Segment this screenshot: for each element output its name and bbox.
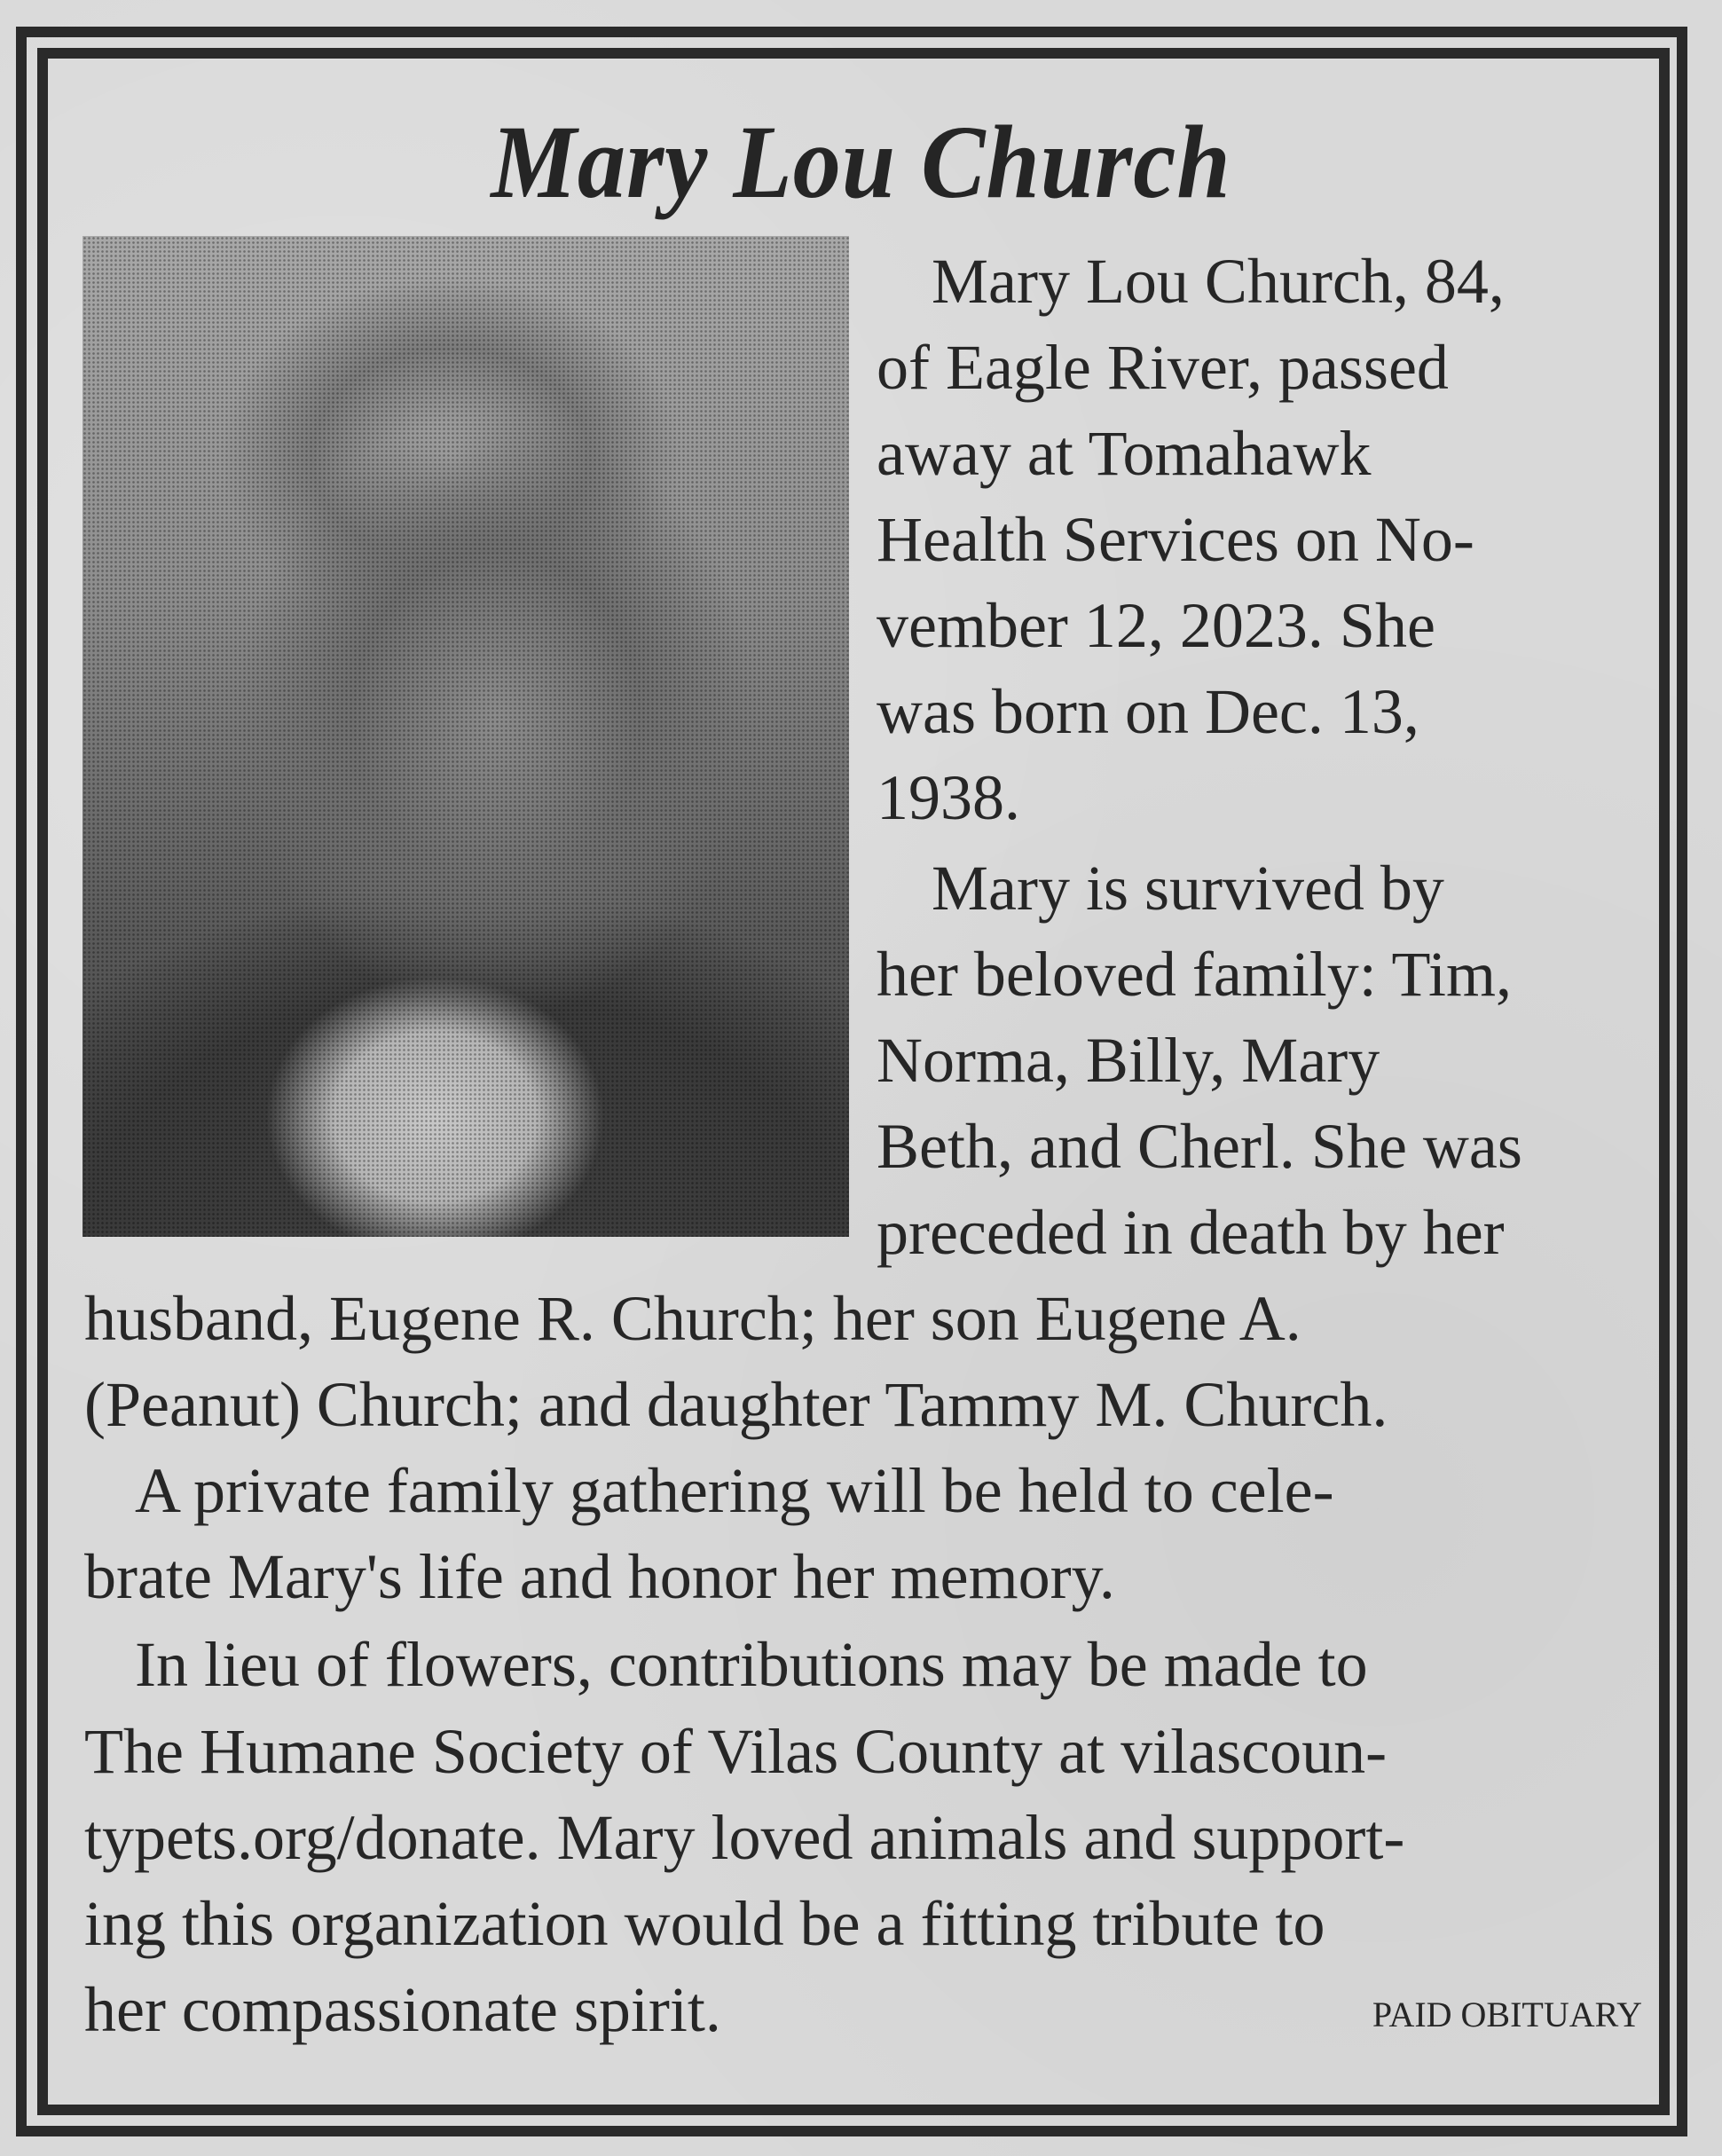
body-line: In lieu of flowers, contributions may be made to	[135, 1629, 1368, 1700]
body-line: of Eagle River, passed	[877, 332, 1449, 403]
body-line: ing this organization would be a fitting tribute to	[84, 1888, 1325, 1959]
body-line: (Peanut) Church; and daughter Tammy M. Church.	[84, 1369, 1388, 1440]
body-line: Health Services on No-	[877, 504, 1474, 575]
body-line: was born on Dec. 13,	[877, 676, 1419, 747]
body-line: Mary Lou Church, 84,	[932, 246, 1505, 317]
body-line: husband, Eugene R. Church; her son Eugene A.	[84, 1283, 1301, 1354]
body-line: away at Tomahawk	[877, 418, 1372, 489]
body-line: 1938.	[877, 762, 1020, 833]
body-line: vember 12, 2023. She	[877, 590, 1435, 661]
body-line: The Humane Society of Vilas County at vilascoun-	[84, 1716, 1388, 1787]
body-line: typets.org/donate. Mary loved animals and support-	[84, 1802, 1405, 1873]
body-line: her compassionate spirit.	[84, 1974, 721, 2045]
portrait-photo	[83, 236, 849, 1237]
paid-obituary-label: PAID OBITUARY	[1372, 1995, 1642, 2034]
obituary-title: Mary Lou Church	[491, 104, 1231, 220]
body-line: preceded in death by her	[877, 1197, 1505, 1268]
body-line: Beth, and Cherl. She was	[877, 1111, 1522, 1182]
body-line: Norma, Billy, Mary	[877, 1025, 1380, 1096]
body-line: A private family gathering will be held to cele-	[135, 1455, 1334, 1526]
body-line: Mary is survived by	[932, 853, 1444, 924]
body-line: her beloved family: Tim,	[877, 939, 1512, 1010]
body-line: brate Mary's life and honor her memory.	[84, 1541, 1115, 1612]
